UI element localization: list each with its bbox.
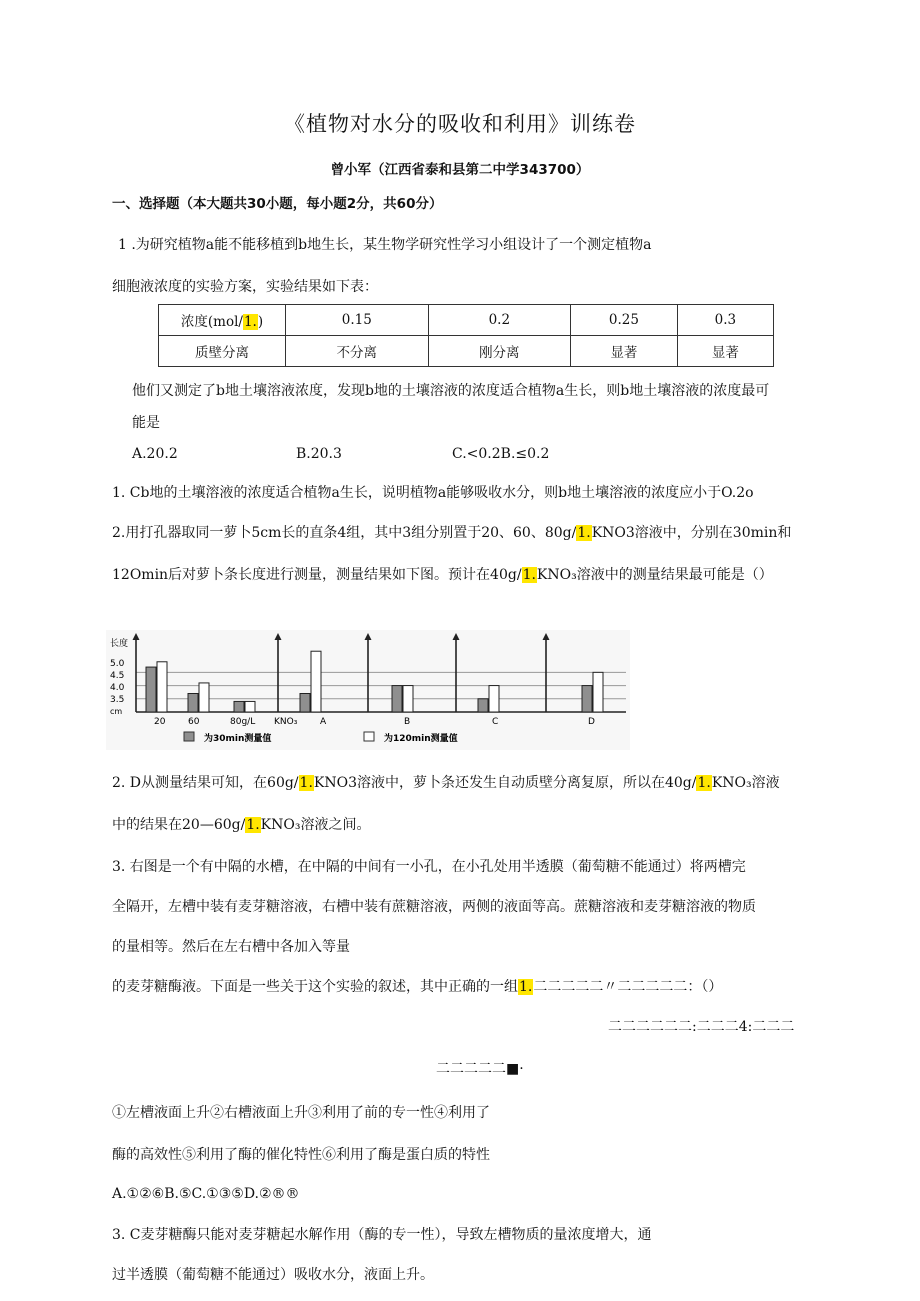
table-row: [159, 336, 774, 367]
q2-answer-line1: 2. D从测量结果可知，在60g/1.KNO3溶液中，萝卜条还发生自动质壁分离复原，所以在40g/1.KNO₃溶液: [112, 775, 780, 791]
x-tick-label: B: [404, 717, 411, 727]
table-cell: 0.25: [571, 305, 678, 336]
legend-swatch-30min: [184, 732, 194, 741]
bar-120min: [245, 701, 255, 712]
q3-options: A.①②⑥B.⑤C.①③⑤D.②®®: [112, 1186, 300, 1202]
bar-30min: [392, 686, 402, 712]
page-title: 《植物对水分的吸收和利用》训练卷: [284, 112, 636, 136]
legend-label-30min: 为30min测量值: [204, 734, 272, 744]
q1-line4: 能是: [132, 415, 160, 431]
y-tick-label: 4.0: [110, 683, 125, 693]
q1-answer: 1. Cb地的土壤溶液的浓度适合植物a生长，说明植物a能够吸收水分，则b地土壤溶液的浓度应小于O.2o: [112, 485, 754, 501]
x-tick-label: C: [492, 717, 499, 727]
table-cell: 质壁分离: [159, 336, 286, 367]
q3-line2: 全隔开，左槽中装有麦芽糖溶液，右槽中装有蔗糖溶液，两侧的液面等高。蔗糖溶液和麦芽糖溶液的物质: [112, 899, 756, 915]
q3-garbled-1: 二二二二二二:二二二4:二二二: [608, 1019, 795, 1035]
q3-statement-2: 酶的高效性⑤利用了酶的催化特性⑥利用了酶是蛋白质的特性: [112, 1147, 490, 1163]
q1-option-a: A.20.2: [132, 446, 178, 462]
bar-30min: [146, 667, 156, 712]
x-tick-label: KNO₃: [274, 717, 298, 727]
bar-120min: [593, 672, 603, 712]
bar-30min: [582, 686, 592, 712]
q1-option-c: C.<0.2B.≤0.2: [452, 446, 550, 462]
q1-line1: 1 .为研究植物a能不能移植到b地生长，某生物学研究性学习小组设计了一个测定植物a: [118, 237, 652, 253]
x-tick-label: 20: [154, 717, 166, 727]
q3-line1: 3. 右图是一个有中隔的水槽，在中隔的中间有一小孔，在小孔处用半透膜（葡萄糖不能通过）将两槽完: [112, 859, 746, 875]
x-tick-label: A: [320, 717, 327, 727]
bar-120min: [157, 662, 167, 712]
q1-line2: 细胞液浓度的实验方案，实验结果如下表：: [112, 279, 378, 295]
y-tick-label: 5.0: [110, 659, 125, 669]
y-axis-label: 长度: [110, 639, 129, 649]
table-cell: 显著: [677, 336, 773, 367]
y-tick-label: 3.5: [110, 695, 125, 705]
table-cell: 0.2: [428, 305, 571, 336]
y-tick-label: 4.5: [110, 671, 125, 681]
table-cell: 刚分离: [428, 336, 571, 367]
bar-120min: [403, 686, 413, 712]
bar-30min: [234, 701, 244, 712]
q3-line3: 的量相等。然后在左右槽中各加入等量: [112, 939, 350, 955]
concentration-table: [158, 304, 774, 367]
q2-line2: 12Omin后对萝卜条长度进行测量，测量结果如下图。预计在40g/1.KNO₃溶液中的测量结果最可能是（）: [112, 567, 773, 583]
bar-30min: [188, 694, 198, 713]
bar-30min: [478, 699, 488, 712]
table-cell: 不分离: [286, 336, 429, 367]
bar-120min: [199, 683, 209, 712]
table-cell: 0.3: [677, 305, 773, 336]
q2-answer-line2: 中的结果在20—60g/1.KNO₃溶液之间。: [112, 817, 371, 833]
table-cell: 显著: [571, 336, 678, 367]
q3-answer-line2: 过半透膜（葡萄糖不能通过）吸收水分，液面上升。: [112, 1267, 434, 1283]
x-tick-label: 80g/L: [230, 717, 256, 727]
q2-line1: 2.用打孔器取同一萝卜5cm长的直条4组，其中3组分别置于20、60、80g/1.KNO3溶液中，分别在30min和: [112, 525, 792, 541]
q1-option-b: B.20.3: [296, 446, 342, 462]
legend-label-120min: 为120min测量值: [384, 734, 458, 744]
table-cell: 0.15: [286, 305, 429, 336]
radish-length-chart: [106, 630, 630, 750]
x-tick-label: D: [588, 717, 595, 727]
bar-120min: [489, 686, 499, 712]
y-unit-label: cm: [110, 707, 123, 716]
x-tick-label: 60: [188, 717, 200, 727]
table-row: [159, 305, 774, 336]
q1-line3: 他们又测定了b地土壤溶液浓度，发现b地的土壤溶液的浓度适合植物a生长，则b地土壤溶液的浓度最可: [132, 383, 770, 399]
section-heading: 一、选择题（本大题共30小题，每小题2分，共60分）: [112, 196, 443, 212]
table-cell: 浓度(mol/1.): [159, 305, 286, 336]
bar-30min: [300, 694, 310, 713]
q3-statement-1: ①左槽液面上升②右槽液面上升③利用了前的专一性④利用了: [112, 1105, 490, 1121]
legend-swatch-120min: [364, 732, 374, 741]
q3-garbled-2: 二二二二二■·: [436, 1061, 524, 1077]
bar-120min: [311, 651, 321, 712]
q3-answer-line1: 3. C麦芽糖酶只能对麦芽糖起水解作用（酶的专一性），导致左槽物质的量浓度增大，通: [112, 1227, 652, 1243]
q3-line4: 的麦芽糖酶液。下面是一些关于这个实验的叙述，其中正确的一组1.二二二二二〃二二二二二：（）: [112, 979, 723, 995]
author-line: 曾小军（江西省泰和县第二中学343700）: [330, 162, 590, 178]
